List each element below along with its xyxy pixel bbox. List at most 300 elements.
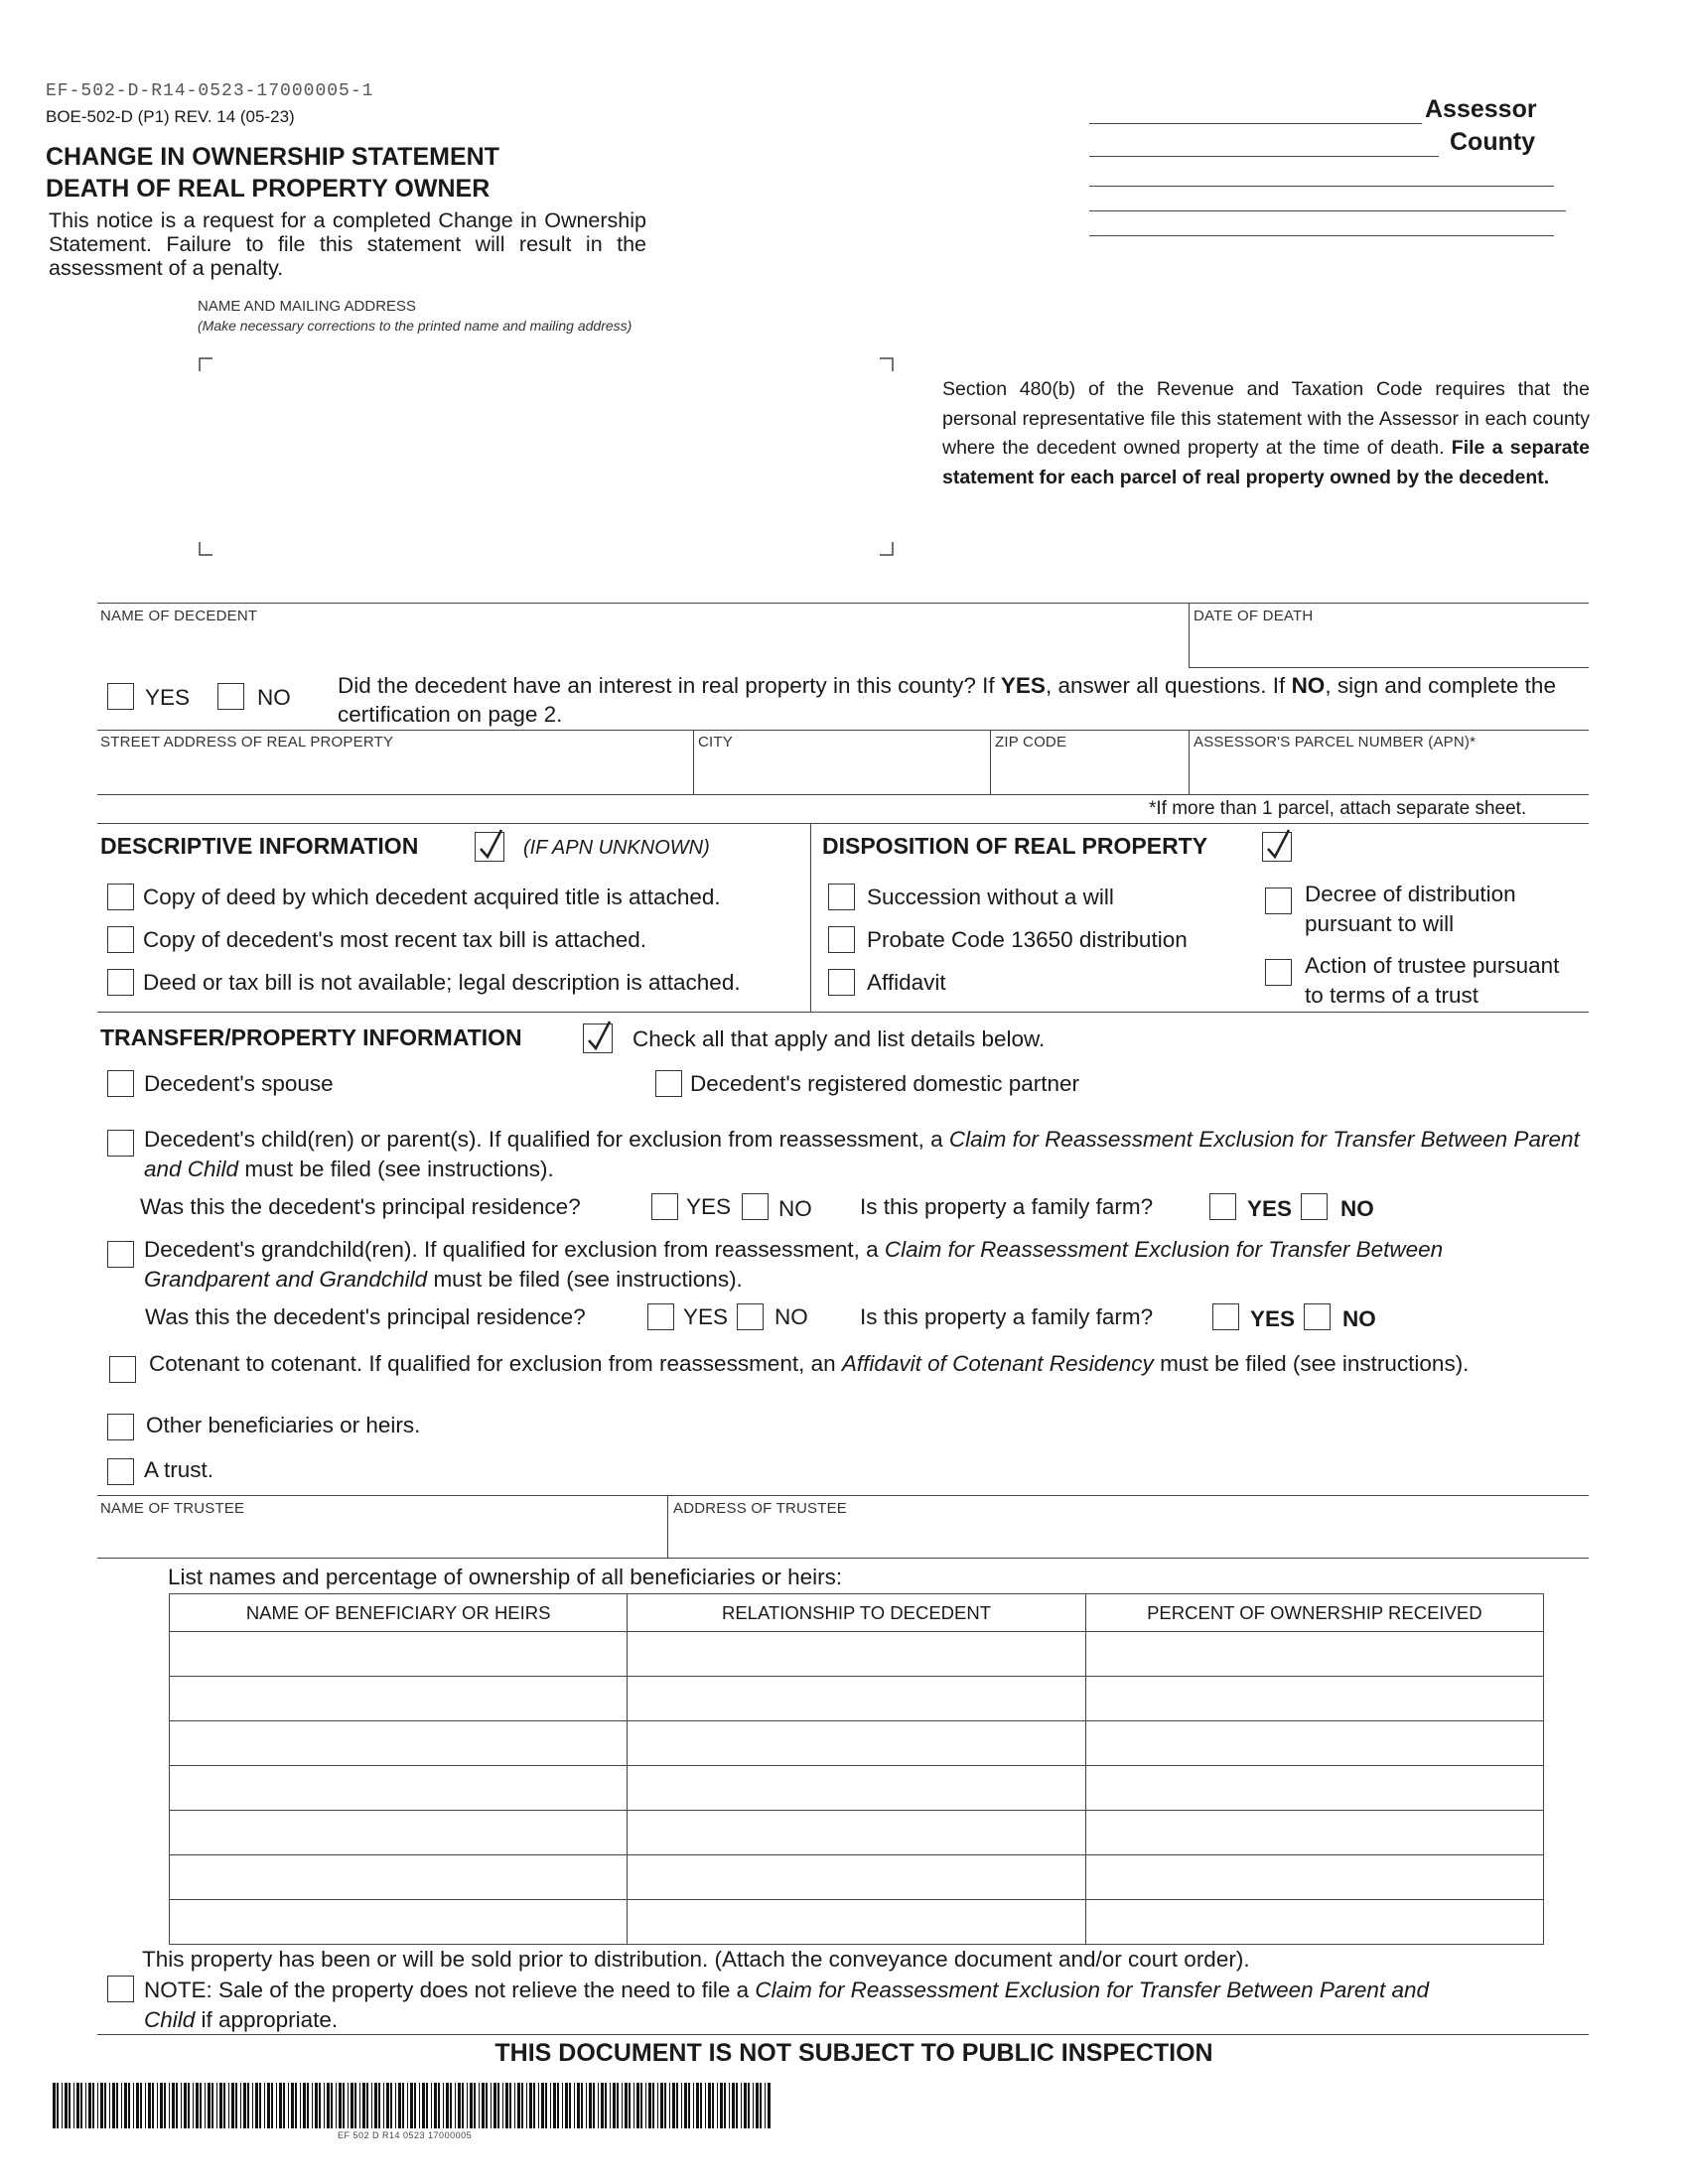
barcode-bar bbox=[744, 2083, 747, 2128]
barcode-bar bbox=[366, 2083, 368, 2128]
question-text-mid: , answer all questions. If bbox=[1045, 673, 1292, 698]
trustee-action-label-1: Action of trustee pursuant bbox=[1305, 953, 1560, 978]
grandchild-checkbox[interactable] bbox=[107, 1241, 134, 1268]
barcode-bar bbox=[736, 2083, 738, 2128]
beneficiary-name-cell[interactable] bbox=[170, 1855, 628, 1900]
grandchild-claim-title: Claim for Reassessment Exclusion for Transfer Between Grandparent and Grandchild bbox=[144, 1237, 1444, 1292]
spouse-label: Decedent's spouse bbox=[144, 1071, 334, 1096]
beneficiary-name-cell[interactable] bbox=[170, 1900, 628, 1945]
child-farm-no-label: NO bbox=[1340, 1196, 1374, 1221]
probate-13650-label: Probate Code 13650 distribution bbox=[867, 927, 1188, 952]
transfer-check-marker bbox=[583, 1024, 613, 1053]
rule bbox=[97, 603, 1589, 604]
beneficiaries-table bbox=[169, 1593, 1544, 1945]
barcode-bar bbox=[693, 2083, 694, 2128]
domestic-partner-label: Decedent's registered domestic partner bbox=[690, 1071, 1079, 1096]
barcode-bar bbox=[390, 2083, 392, 2128]
barcode-bar bbox=[720, 2083, 723, 2128]
sale-note-claim-title: Claim for Reassessment Exclusion for Transfer Between Parent and Child bbox=[144, 1978, 1429, 2032]
barcode-bar bbox=[288, 2083, 289, 2128]
apn-label: ASSESSOR'S PARCEL NUMBER (APN)* bbox=[1194, 734, 1477, 751]
barcode-bar bbox=[176, 2083, 178, 2128]
domestic-partner-checkbox[interactable] bbox=[655, 1070, 682, 1097]
probate-13650-checkbox[interactable] bbox=[828, 926, 855, 953]
beneficiary-name-cell[interactable] bbox=[170, 1721, 628, 1766]
grandchild-residence-no-checkbox[interactable] bbox=[737, 1303, 764, 1330]
barcode-bar bbox=[553, 2083, 556, 2128]
barcode-bar bbox=[348, 2083, 349, 2128]
affidavit-checkbox[interactable] bbox=[828, 969, 855, 996]
affidavit-label: Affidavit bbox=[867, 970, 946, 995]
decree-distribution-label-1: Decree of distribution bbox=[1305, 882, 1516, 906]
table-row bbox=[170, 1632, 1544, 1677]
relationship-cell[interactable] bbox=[628, 1632, 1085, 1677]
rule bbox=[97, 794, 1589, 795]
trustee-action-label-2: to terms of a trust bbox=[1305, 983, 1479, 1008]
barcode-bar bbox=[395, 2083, 396, 2128]
barcode-bar bbox=[708, 2083, 711, 2128]
percent-cell[interactable] bbox=[1085, 1811, 1543, 1855]
interest-yes-label: YES bbox=[145, 685, 191, 710]
barcode-bar bbox=[145, 2083, 146, 2128]
barcode-bar bbox=[211, 2083, 213, 2128]
barcode-bar bbox=[577, 2083, 580, 2128]
barcode-bar bbox=[538, 2083, 539, 2128]
barcode-bar bbox=[307, 2083, 309, 2128]
table-row bbox=[170, 1855, 1544, 1900]
barcode-bar bbox=[121, 2083, 122, 2128]
apn-field[interactable] bbox=[1192, 751, 1587, 791]
barcode-bar bbox=[343, 2083, 345, 2128]
percent-cell[interactable] bbox=[1085, 1632, 1543, 1677]
barcode-bar bbox=[128, 2083, 130, 2128]
relationship-cell[interactable] bbox=[628, 1855, 1085, 1900]
barcode-bar bbox=[657, 2083, 658, 2128]
grandchild-farm-yes-label: YES bbox=[1250, 1306, 1296, 1331]
divider bbox=[1189, 730, 1190, 795]
barcode-bar bbox=[491, 2083, 492, 2128]
barcode-bar bbox=[65, 2083, 68, 2128]
barcode-bar bbox=[443, 2083, 444, 2128]
barcode-bar bbox=[97, 2083, 98, 2128]
cotenant-text-post: must be filed (see instructions). bbox=[1153, 1351, 1470, 1376]
trustee-address-field[interactable] bbox=[671, 1519, 1587, 1555]
beneficiary-name-cell[interactable] bbox=[170, 1766, 628, 1811]
deed-copy-label: Copy of deed by which decedent acquired title is attached. bbox=[143, 885, 721, 909]
question-text: Did the decedent have an interest in real property in this county? If bbox=[338, 673, 1001, 698]
barcode-bar bbox=[438, 2083, 440, 2128]
barcode-bar bbox=[557, 2083, 559, 2128]
trustee-name-field[interactable] bbox=[98, 1519, 664, 1555]
child-residence-no-checkbox[interactable] bbox=[742, 1193, 769, 1220]
grandchild-residence-question: Was this the decedent's principal residence? bbox=[145, 1304, 586, 1329]
percent-cell[interactable] bbox=[1085, 1721, 1543, 1766]
barcode-bar bbox=[124, 2083, 127, 2128]
trustee-name-label: NAME OF TRUSTEE bbox=[100, 1500, 245, 1517]
barcode-bar bbox=[85, 2083, 86, 2128]
child-farm-no-checkbox[interactable] bbox=[1301, 1193, 1328, 1220]
grandchild-text-pre: Decedent's grandchild(ren). If qualified for exclusion from reassessment, a bbox=[144, 1237, 885, 1262]
divider bbox=[693, 730, 694, 795]
barcode-bar bbox=[617, 2083, 619, 2128]
barcode-bar bbox=[684, 2083, 687, 2128]
barcode-bar bbox=[264, 2083, 265, 2128]
barcode-bar bbox=[112, 2083, 115, 2128]
form-title-line2: DEATH OF REAL PROPERTY OWNER bbox=[46, 175, 491, 203]
barcode-bar bbox=[160, 2083, 163, 2128]
child-farm-yes-checkbox[interactable] bbox=[1209, 1193, 1236, 1220]
barcode-bar bbox=[696, 2083, 699, 2128]
grandchild-farm-question: Is this property a family farm? bbox=[860, 1304, 1154, 1329]
barcode-bar bbox=[479, 2083, 480, 2128]
barcode-bar bbox=[613, 2083, 616, 2128]
barcode-bar bbox=[700, 2083, 702, 2128]
descriptive-qualifier: (IF APN UNKNOWN) bbox=[523, 837, 710, 859]
barcode-bar bbox=[196, 2083, 199, 2128]
barcode-bar bbox=[562, 2083, 563, 2128]
decedent-name-field[interactable] bbox=[98, 625, 1187, 663]
barcode-icon bbox=[53, 2083, 773, 2128]
tax-bill-checkbox[interactable] bbox=[107, 926, 134, 953]
barcode-bar bbox=[598, 2083, 599, 2128]
disposition-check-marker bbox=[1262, 832, 1292, 862]
barcode-bar bbox=[354, 2083, 356, 2128]
barcode-bar bbox=[252, 2083, 253, 2128]
section-480-notice bbox=[942, 375, 1590, 492]
barcode-bar bbox=[514, 2083, 515, 2128]
table-row bbox=[170, 1811, 1544, 1855]
grandchild-farm-yes-checkbox[interactable] bbox=[1212, 1303, 1239, 1330]
percent-cell[interactable] bbox=[1085, 1766, 1543, 1811]
barcode-bar bbox=[57, 2083, 59, 2128]
barcode-bar bbox=[312, 2083, 313, 2128]
mailing-address-sublabel: (Make necessary corrections to the printed name and mailing address) bbox=[198, 318, 633, 334]
barcode-bar bbox=[768, 2083, 771, 2128]
barcode-bar bbox=[724, 2083, 726, 2128]
barcode-bar bbox=[300, 2083, 301, 2128]
barcode-bar bbox=[676, 2083, 678, 2128]
barcode-bar bbox=[458, 2083, 461, 2128]
barcode-bar bbox=[446, 2083, 449, 2128]
barcode-bar bbox=[231, 2083, 234, 2128]
barcode-bar bbox=[529, 2083, 532, 2128]
city-field[interactable] bbox=[696, 751, 988, 791]
descriptive-heading: DESCRIPTIVE INFORMATION bbox=[100, 833, 419, 859]
child-residence-yes-checkbox[interactable] bbox=[651, 1193, 678, 1220]
spouse-checkbox[interactable] bbox=[107, 1070, 134, 1097]
trustee-action-checkbox[interactable] bbox=[1265, 959, 1292, 986]
mailing-address-window[interactable] bbox=[199, 357, 894, 556]
grandchild-residence-no-label: NO bbox=[774, 1304, 808, 1329]
zip-code-field[interactable] bbox=[993, 751, 1187, 791]
child-farm-yes-label: YES bbox=[1247, 1196, 1293, 1221]
cotenant-text-pre: Cotenant to cotenant. If qualified for exclusion from reassessment, an bbox=[149, 1351, 842, 1376]
barcode-bar bbox=[765, 2083, 766, 2128]
barcode-bar bbox=[493, 2083, 496, 2128]
window-corner-marks bbox=[199, 357, 894, 556]
form-number: BOE-502-D (P1) REV. 14 (05-23) bbox=[46, 107, 295, 126]
street-address-label: STREET ADDRESS OF REAL PROPERTY bbox=[100, 734, 394, 751]
barcode-bar bbox=[467, 2083, 468, 2128]
succession-checkbox[interactable] bbox=[828, 884, 855, 910]
barcode-bar bbox=[362, 2083, 365, 2128]
interest-no-checkbox[interactable] bbox=[217, 683, 244, 710]
checkmark-icon bbox=[1265, 827, 1293, 861]
percent-cell[interactable] bbox=[1085, 1677, 1543, 1721]
trust-label: A trust. bbox=[144, 1457, 214, 1482]
col-header-percent: PERCENT OF OWNERSHIP RECEIVED bbox=[1085, 1594, 1543, 1632]
grandchild-residence-yes-label: YES bbox=[683, 1304, 729, 1329]
barcode-bar bbox=[378, 2083, 380, 2128]
barcode-bar bbox=[431, 2083, 432, 2128]
descriptive-check-marker bbox=[475, 832, 504, 862]
sold-prior-checkbox[interactable] bbox=[107, 1976, 134, 2002]
decree-distribution-label-2: pursuant to will bbox=[1305, 911, 1455, 936]
barcode-bar bbox=[181, 2083, 182, 2128]
barcode-bar bbox=[601, 2083, 604, 2128]
cotenant-affidavit-title: Affidavit of Cotenant Residency bbox=[841, 1351, 1154, 1376]
barcode-bar bbox=[319, 2083, 321, 2128]
tax-bill-label: Copy of decedent's most recent tax bill is attached. bbox=[143, 927, 647, 952]
table-row bbox=[170, 1677, 1544, 1721]
child-residence-no-label: NO bbox=[778, 1196, 812, 1221]
barcode-bar bbox=[502, 2083, 503, 2128]
parcel-note: *If more than 1 parcel, attach separate sheet. bbox=[1149, 798, 1527, 819]
barcode-bar bbox=[193, 2083, 194, 2128]
trustee-address-label: ADDRESS OF TRUSTEE bbox=[673, 1500, 848, 1517]
barcode-bar bbox=[100, 2083, 103, 2128]
beneficiary-name-cell[interactable] bbox=[170, 1632, 628, 1677]
decedent-name-label: NAME OF DECEDENT bbox=[100, 608, 258, 624]
child-parent-text-post: must be filed (see instructions). bbox=[238, 1156, 554, 1181]
deed-copy-checkbox[interactable] bbox=[107, 884, 134, 910]
barcode-bar bbox=[419, 2083, 420, 2128]
barcode-bar bbox=[517, 2083, 520, 2128]
divider bbox=[667, 1495, 668, 1559]
barcode-bar bbox=[267, 2083, 270, 2128]
barcode-bar bbox=[152, 2083, 154, 2128]
other-beneficiaries-checkbox[interactable] bbox=[107, 1414, 134, 1440]
barcode-bar bbox=[521, 2083, 523, 2128]
assessor-address-line-2[interactable] bbox=[1089, 210, 1566, 211]
percent-cell[interactable] bbox=[1085, 1855, 1543, 1900]
barcode-bar bbox=[565, 2083, 568, 2128]
legal-description-label: Deed or tax bill is not available; legal description is attached. bbox=[143, 970, 741, 995]
barcode-bar bbox=[450, 2083, 452, 2128]
barcode-bar bbox=[235, 2083, 237, 2128]
barcode-bar bbox=[157, 2083, 158, 2128]
barcode-bar bbox=[705, 2083, 706, 2128]
section-480-bold-text: File a separate statement for each parcel of real property owned by the decedent. bbox=[942, 437, 1590, 488]
assessor-address-line-3[interactable] bbox=[1089, 235, 1554, 236]
sale-note-pre: NOTE: Sale of the property does not relieve the need to file a bbox=[144, 1978, 756, 2002]
barcode-bar bbox=[581, 2083, 583, 2128]
barcode-bar bbox=[712, 2083, 714, 2128]
barcode-bar bbox=[184, 2083, 187, 2128]
barcode-bar bbox=[374, 2083, 377, 2128]
barcode-bar bbox=[223, 2083, 225, 2128]
relationship-cell[interactable] bbox=[628, 1766, 1085, 1811]
barcode-bar bbox=[164, 2083, 166, 2128]
barcode-bar bbox=[62, 2083, 63, 2128]
barcode-bar bbox=[359, 2083, 360, 2128]
barcode-bar bbox=[756, 2083, 759, 2128]
barcode-bar bbox=[645, 2083, 646, 2128]
sale-note-post: if appropriate. bbox=[195, 2006, 339, 2032]
barcode-bar bbox=[148, 2083, 151, 2128]
barcode-bar bbox=[327, 2083, 330, 2128]
barcode-bar bbox=[482, 2083, 485, 2128]
barcode-bar bbox=[760, 2083, 762, 2128]
mailing-address-label: NAME AND MAILING ADDRESS bbox=[198, 298, 417, 315]
barcode-bar bbox=[216, 2083, 217, 2128]
barcode-bar bbox=[629, 2083, 631, 2128]
barcode-bar bbox=[681, 2083, 682, 2128]
barcode-bar bbox=[545, 2083, 547, 2128]
barcode-bar bbox=[188, 2083, 190, 2128]
sale-note bbox=[144, 1976, 1479, 2034]
rule bbox=[97, 1495, 1589, 1496]
date-of-death-label: DATE OF DEATH bbox=[1194, 608, 1314, 624]
barcode-bar bbox=[589, 2083, 592, 2128]
barcode bbox=[53, 2083, 773, 2128]
penalty-notice: This notice is a request for a completed Change in Ownership Statement. Failure to file this statement will result in the assessment of a penalty. bbox=[49, 208, 646, 280]
barcode-bar bbox=[136, 2083, 139, 2128]
barcode-bar bbox=[324, 2083, 325, 2128]
barcode-bar bbox=[407, 2083, 408, 2128]
col-header-relationship: RELATIONSHIP TO DECEDENT bbox=[628, 1594, 1085, 1632]
barcode-bar bbox=[541, 2083, 544, 2128]
decree-distribution-checkbox[interactable] bbox=[1265, 887, 1292, 914]
zip-code-label: ZIP CODE bbox=[995, 734, 1067, 751]
barcode-bar bbox=[470, 2083, 473, 2128]
grandchild-residence-yes-checkbox[interactable] bbox=[647, 1303, 674, 1330]
barcode-bar bbox=[228, 2083, 229, 2128]
barcode-bar bbox=[92, 2083, 94, 2128]
relationship-cell[interactable] bbox=[628, 1677, 1085, 1721]
rule bbox=[97, 1012, 1589, 1013]
grandchild-farm-no-checkbox[interactable] bbox=[1304, 1303, 1331, 1330]
barcode-bar bbox=[455, 2083, 456, 2128]
barcode-bar bbox=[315, 2083, 318, 2128]
sold-prior-text: This property has been or will be sold prior to distribution. (Attach the conveyance document and/or court order). bbox=[142, 1947, 1250, 1972]
col-header-name: NAME OF BENEFICIARY OR HEIRS bbox=[170, 1594, 628, 1632]
barcode-bar bbox=[276, 2083, 277, 2128]
barcode-bar bbox=[593, 2083, 595, 2128]
barcode-bar bbox=[640, 2083, 642, 2128]
barcode-bar bbox=[69, 2083, 70, 2128]
beneficiary-name-cell[interactable] bbox=[170, 1811, 628, 1855]
barcode-bar bbox=[371, 2083, 372, 2128]
grandchild-text-post: must be filed (see instructions). bbox=[427, 1266, 743, 1292]
child-parent-checkbox[interactable] bbox=[107, 1130, 134, 1157]
rule bbox=[97, 2034, 1589, 2035]
beneficiary-name-cell[interactable] bbox=[170, 1677, 628, 1721]
barcode-bar bbox=[462, 2083, 464, 2128]
barcode-bar bbox=[247, 2083, 249, 2128]
divider bbox=[810, 823, 811, 1012]
barcode-bar bbox=[605, 2083, 607, 2128]
barcode-bar bbox=[410, 2083, 413, 2128]
disposition-heading: DISPOSITION OF REAL PROPERTY bbox=[822, 833, 1208, 859]
barcode-bar bbox=[660, 2083, 663, 2128]
barcode-bar bbox=[104, 2083, 106, 2128]
barcode-bar bbox=[169, 2083, 170, 2128]
barcode-bar bbox=[208, 2083, 211, 2128]
barcode-bar bbox=[688, 2083, 690, 2128]
barcode-bar bbox=[303, 2083, 306, 2128]
barcode-bar bbox=[748, 2083, 750, 2128]
table-row bbox=[170, 1766, 1544, 1811]
percent-cell[interactable] bbox=[1085, 1900, 1543, 1945]
barcode-bar bbox=[741, 2083, 742, 2128]
child-parent-text-pre: Decedent's child(ren) or parent(s). If qualified for exclusion from reassessment, a bbox=[144, 1127, 949, 1152]
grandchild-text bbox=[144, 1235, 1564, 1294]
assessor-address-line-1[interactable] bbox=[1089, 186, 1554, 187]
table-row bbox=[170, 1721, 1544, 1766]
barcode-bar bbox=[243, 2083, 246, 2128]
barcode-bar bbox=[295, 2083, 297, 2128]
relationship-cell[interactable] bbox=[628, 1721, 1085, 1766]
barcode-bar bbox=[339, 2083, 342, 2128]
barcode-bar bbox=[240, 2083, 241, 2128]
barcode-bar bbox=[291, 2083, 294, 2128]
cotenant-checkbox[interactable] bbox=[109, 1356, 136, 1383]
street-address-field[interactable] bbox=[98, 751, 690, 791]
barcode-bar bbox=[259, 2083, 261, 2128]
relationship-cell[interactable] bbox=[628, 1811, 1085, 1855]
barcode-bar bbox=[386, 2083, 389, 2128]
barcode-bar bbox=[717, 2083, 718, 2128]
barcode-bar bbox=[586, 2083, 587, 2128]
barcode-bar bbox=[219, 2083, 222, 2128]
interest-no-label: NO bbox=[257, 685, 291, 710]
date-of-death-field[interactable] bbox=[1192, 625, 1587, 663]
barcode-bar bbox=[669, 2083, 670, 2128]
barcode-bar bbox=[652, 2083, 654, 2128]
child-farm-question: Is this property a family farm? bbox=[860, 1194, 1154, 1219]
interest-yes-checkbox[interactable] bbox=[107, 683, 134, 710]
barcode-bar bbox=[533, 2083, 535, 2128]
barcode-bar bbox=[474, 2083, 476, 2128]
barcode-bar bbox=[336, 2083, 337, 2128]
county-name-line[interactable] bbox=[1089, 156, 1439, 157]
barcode-bar bbox=[648, 2083, 651, 2128]
section-480-text: Section 480(b) of the Revenue and Taxation Code requires that the personal representative file this statement with the Assessor in each county where the decedent owned property at the time of death. bbox=[942, 378, 1590, 459]
barcode-bar bbox=[664, 2083, 666, 2128]
barcode-bar bbox=[732, 2083, 735, 2128]
barcode-bar bbox=[76, 2083, 79, 2128]
child-residence-yes-label: YES bbox=[686, 1194, 732, 1219]
relationship-cell[interactable] bbox=[628, 1900, 1085, 1945]
question-yes-emph: YES bbox=[1000, 673, 1046, 698]
barcode-bar bbox=[351, 2083, 353, 2128]
legal-description-checkbox[interactable] bbox=[107, 969, 134, 996]
trust-checkbox[interactable] bbox=[107, 1458, 134, 1485]
barcode-bar bbox=[422, 2083, 425, 2128]
barcode-bar bbox=[434, 2083, 437, 2128]
barcode-text: EF 502 D R14 0523 17000005 bbox=[338, 2130, 473, 2140]
assessor-name-line[interactable] bbox=[1089, 123, 1422, 124]
barcode-bar bbox=[88, 2083, 91, 2128]
barcode-bar bbox=[633, 2083, 634, 2128]
barcode-bar bbox=[526, 2083, 527, 2128]
other-beneficiaries-label: Other beneficiaries or heirs. bbox=[146, 1413, 421, 1437]
barcode-bar bbox=[255, 2083, 258, 2128]
barcode-bar bbox=[140, 2083, 142, 2128]
public-inspection-notice: THIS DOCUMENT IS NOT SUBJECT TO PUBLIC INSPECTION bbox=[494, 2039, 1213, 2067]
beneficiaries-intro: List names and percentage of ownership of all beneficiaries or heirs: bbox=[168, 1565, 843, 1589]
